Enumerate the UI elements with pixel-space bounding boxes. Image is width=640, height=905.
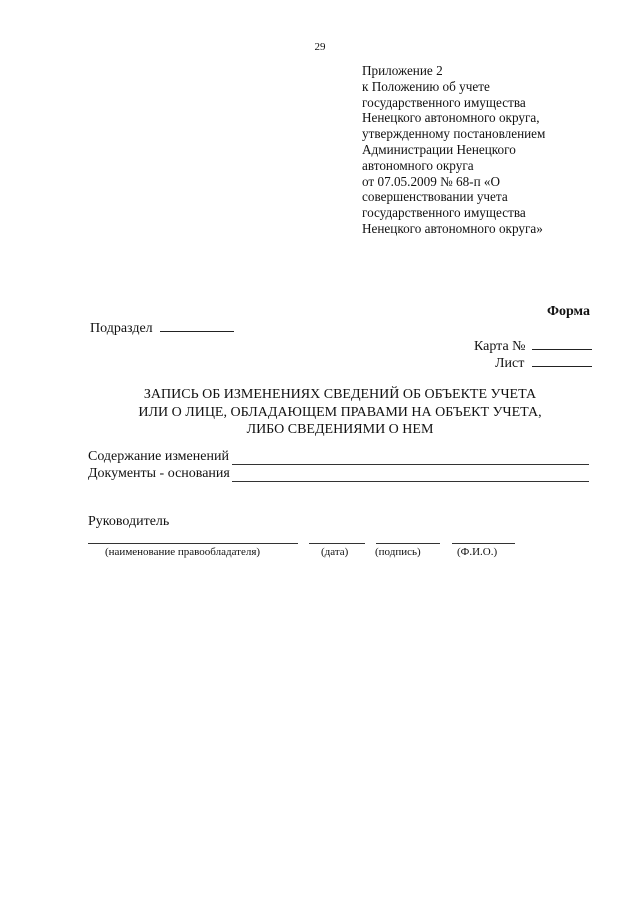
- subdivision-blank[interactable]: [160, 320, 234, 332]
- card-label: Карта №: [474, 339, 526, 354]
- document-title: [0, 386, 640, 439]
- appendix-note: [362, 63, 545, 237]
- appendix-line: Администрации Ненецкого: [362, 141, 516, 157]
- appendix-line: автономного округа: [362, 157, 474, 173]
- sign-caption: (подпись): [375, 546, 421, 558]
- title-line: ИЛИ О ЛИЦЕ, ОБЛАДАЮЩЕМ ПРАВАМИ НА ОБЪЕКТ УЧЕТА,: [138, 404, 542, 420]
- page-number: 29: [314, 41, 326, 53]
- form-label: Форма: [546, 304, 590, 319]
- appendix-line: Приложение 2: [362, 63, 443, 78]
- fio-caption: (Ф.И.О.): [457, 546, 498, 558]
- subdivision-label: Подраздел: [90, 321, 153, 336]
- date-signature-line[interactable]: [309, 543, 365, 544]
- sheet-label: Лист: [495, 356, 525, 371]
- appendix-line: утвержденному постановлением: [362, 126, 546, 142]
- appendix-line: от 07.05.2009 № 68-п «О: [362, 173, 501, 189]
- sign-signature-line[interactable]: [376, 543, 440, 544]
- holder-caption: (наименование правообладателя): [105, 546, 261, 558]
- title-line: ЛИБО СВЕДЕНИЯМИ О НЕМ: [246, 422, 434, 437]
- date-caption: (дата): [321, 546, 349, 558]
- fio-signature-line[interactable]: [452, 543, 515, 544]
- appendix-line: Ненецкого автономного округа»: [362, 220, 543, 236]
- changes-label: Содержание изменений: [88, 449, 229, 464]
- appendix-line: совершенствовании учета: [362, 189, 508, 205]
- subdivision-row: [90, 320, 234, 337]
- appendix-line: Ненецкого автономного округа,: [362, 110, 540, 126]
- appendix-line: к Положению об учете: [362, 78, 490, 94]
- title-line: ЗАПИСЬ ОБ ИЗМЕНЕНИЯХ СВЕДЕНИЙ ОБ ОБЪЕКТЕ УЧЕТА: [143, 387, 537, 402]
- sheet-row: [495, 355, 592, 372]
- card-row: [474, 338, 592, 355]
- sheet-number-blank[interactable]: [532, 355, 592, 367]
- documents-field[interactable]: [232, 481, 589, 482]
- changes-field[interactable]: [232, 464, 589, 465]
- head-label: Руководитель: [88, 514, 170, 529]
- documents-label: Документы - основания: [88, 466, 230, 481]
- appendix-line: государственного имущества: [362, 205, 526, 221]
- card-number-blank[interactable]: [532, 338, 592, 350]
- holder-signature-line[interactable]: [88, 543, 298, 544]
- appendix-line: государственного имущества: [362, 94, 526, 110]
